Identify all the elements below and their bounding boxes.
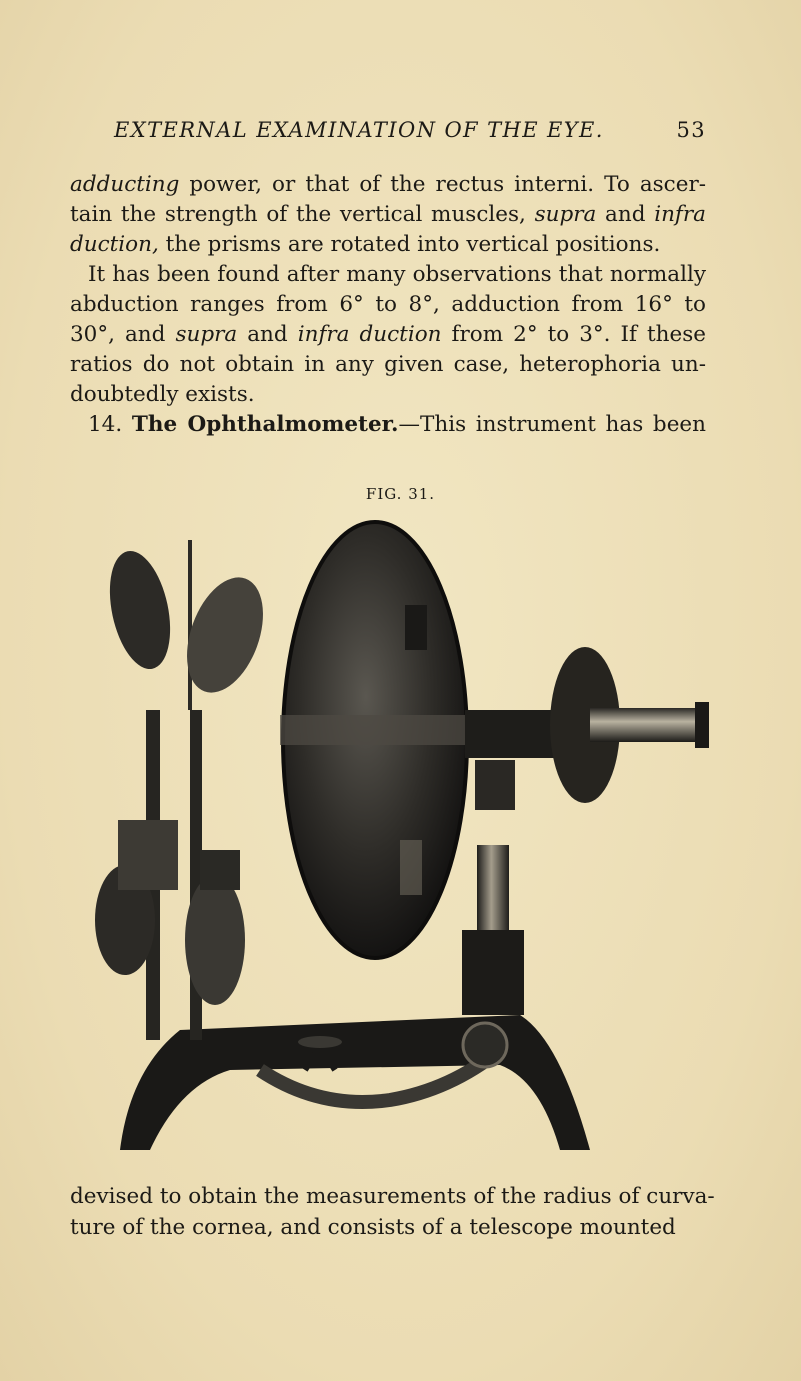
text-line: devised to obtain the measurements of the radius of curva- bbox=[70, 1184, 715, 1209]
page-number: 53 bbox=[676, 118, 706, 142]
ophthalmometer-illustration bbox=[90, 510, 720, 1160]
text-line: adducting power, or that of the rectus interni. To ascer- bbox=[70, 172, 706, 197]
text-line: doubtedly exists. bbox=[70, 382, 255, 407]
text-line: ture of the cornea, and consists of a telescope mounted bbox=[70, 1215, 676, 1240]
text-line: tain the strength of the vertical muscles, supra and infra bbox=[70, 202, 706, 227]
running-header bbox=[114, 118, 706, 148]
ophthalmometer-drawing bbox=[90, 510, 720, 1160]
section-heading: The Ophthalmometer. bbox=[131, 412, 399, 437]
text-line: duction, the prisms are rotated into vertical positions. bbox=[70, 232, 661, 257]
text-line: 14. The Ophthalmometer.—This instrument has been bbox=[88, 412, 706, 437]
text-line: 30°, and supra and infra duction from 2° to 3°. If these bbox=[70, 322, 706, 347]
text-line: ratios do not obtain in any given case, heterophoria un- bbox=[70, 352, 706, 377]
running-header-title: EXTERNAL EXAMINATION OF THE EYE. bbox=[114, 118, 604, 142]
text-line: It has been found after many observations that normally bbox=[88, 262, 706, 287]
figure-caption: FIG. 31. bbox=[365, 485, 436, 503]
text-line: abduction ranges from 6° to 8°, adduction from 16° to bbox=[70, 292, 706, 317]
